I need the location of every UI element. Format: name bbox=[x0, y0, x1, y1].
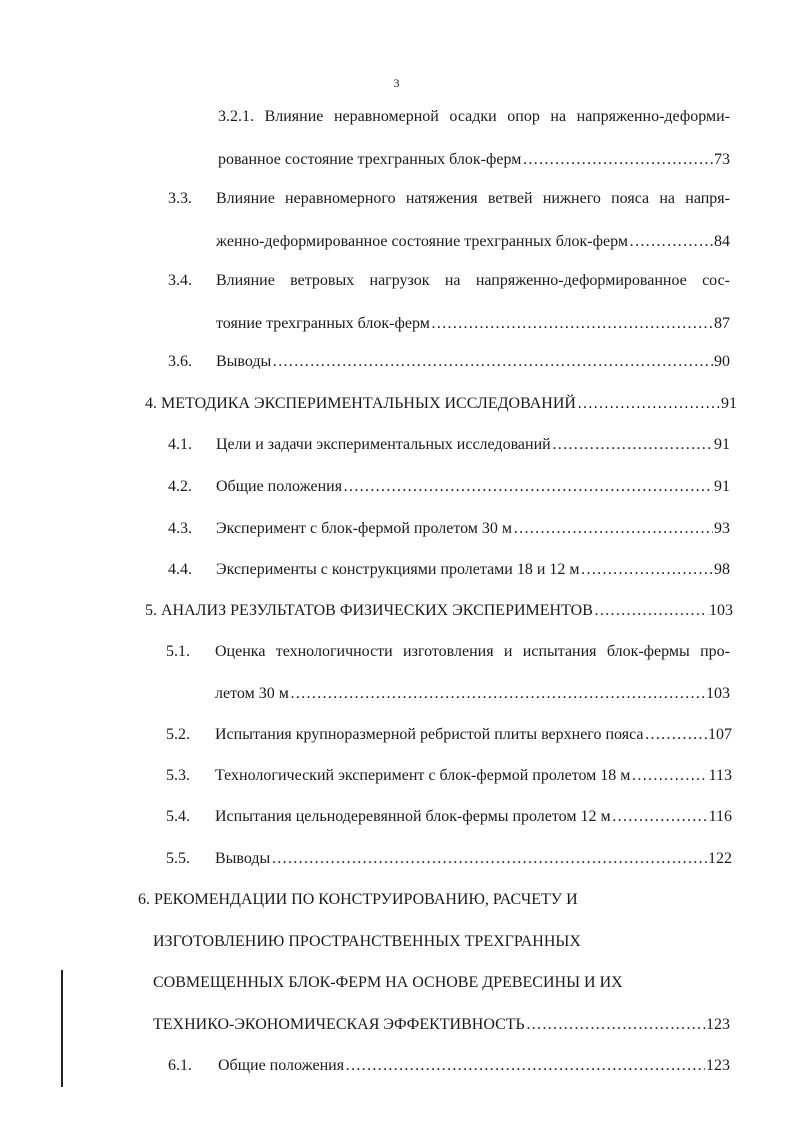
toc-page-number: 87 bbox=[714, 315, 730, 332]
dot-leader bbox=[272, 351, 713, 373]
toc-entry-3-3-line1: Влияние неравномерного натяжения ветвей нижнего пояса на напря- bbox=[216, 190, 730, 207]
toc-page-number: 84 bbox=[714, 233, 730, 250]
toc-entry-6-1 bbox=[218, 1055, 730, 1077]
toc-entry-4-2 bbox=[216, 476, 730, 498]
toc-page-number: 113 bbox=[708, 767, 732, 784]
toc-page-number: 98 bbox=[714, 561, 730, 578]
dot-leader bbox=[631, 765, 707, 787]
toc-chapter-4 bbox=[145, 393, 737, 415]
toc-page-number: 93 bbox=[714, 520, 730, 537]
dot-leader bbox=[513, 518, 713, 540]
toc-entry-title: Испытания цельнодеревянной блок-фермы пролетом 12 м bbox=[215, 808, 611, 825]
toc-chapter-6-line1: 6. РЕКОМЕНДАЦИИ ПО КОНСТРУИРОВАНИЮ, РАСЧЕТУ И bbox=[138, 891, 578, 908]
toc-entry-title: рованное состояние трехгранных блок-ферм bbox=[218, 151, 522, 168]
toc-entry-number: 4.2. bbox=[168, 478, 192, 495]
toc-chapter-6-line2: ИЗГОТОВЛЕНИЮ ПРОСТРАНСТВЕННЫХ ТРЕХГРАННЫХ bbox=[153, 933, 581, 950]
toc-entry-number: 5.1. bbox=[166, 643, 190, 660]
toc-entry-3-2-1-line2 bbox=[218, 149, 730, 171]
toc-chapter-title: 5. АНАЛИЗ РЕЗУЛЬТАТОВ ФИЗИЧЕСКИХ ЭКСПЕРИМЕНТОВ bbox=[145, 602, 593, 619]
toc-chapter-6-line3: СОВМЕЩЕННЫХ БЛОК-ФЕРМ НА ОСНОВЕ ДРЕВЕСИНЫ И ИХ bbox=[153, 974, 623, 991]
toc-entry-5-4 bbox=[215, 806, 732, 828]
toc-page-number: 103 bbox=[709, 602, 733, 619]
toc-page-number: 91 bbox=[714, 478, 730, 495]
toc-entry-number: 4.1. bbox=[168, 436, 192, 453]
toc-entry-number: 6.1. bbox=[168, 1057, 192, 1074]
toc-page-number: 73 bbox=[714, 151, 730, 168]
toc-entry-5-1-line2 bbox=[215, 683, 730, 705]
toc-entry-number: 5.2. bbox=[166, 726, 190, 743]
toc-page-number: 116 bbox=[708, 808, 732, 825]
toc-entry-5-3 bbox=[215, 765, 732, 787]
toc-page-number: 103 bbox=[706, 685, 730, 702]
toc-chapter-5 bbox=[145, 600, 733, 622]
dot-leader bbox=[526, 1014, 705, 1036]
dot-leader bbox=[577, 393, 720, 415]
dot-leader bbox=[290, 683, 705, 705]
toc-entry-title: тояние трехгранных блок-ферм bbox=[216, 315, 430, 332]
page-number: 3 bbox=[393, 76, 400, 90]
toc-entry-title: Общие положения bbox=[216, 478, 343, 495]
toc-entry-title: Испытания крупноразмерной ребристой плиты верхнего пояса bbox=[215, 726, 644, 743]
toc-entry-4-3 bbox=[216, 518, 730, 540]
toc-entry-3-4-line2 bbox=[216, 313, 730, 335]
dot-leader bbox=[629, 231, 713, 253]
dot-leader bbox=[271, 848, 707, 870]
dot-leader bbox=[345, 1055, 705, 1077]
toc-page-number: 122 bbox=[708, 850, 732, 867]
toc-entry-number: 3.4. bbox=[168, 272, 192, 289]
toc-entry-5-5 bbox=[215, 848, 732, 870]
toc-chapter-title: 4. МЕТОДИКА ЭКСПЕРИМЕНТАЛЬНЫХ ИССЛЕДОВАНИЙ bbox=[145, 395, 576, 412]
toc-entry-number: 5.3. bbox=[166, 767, 190, 784]
toc-entry-3-2-1-line1: 3.2.1. Влияние неравномерной осадки опор на напряженно-деформи- bbox=[218, 108, 730, 125]
dot-leader bbox=[644, 724, 707, 746]
toc-entry-number: 5.4. bbox=[166, 808, 190, 825]
toc-entry-4-4 bbox=[216, 559, 730, 581]
toc-entry-title: Эксперименты с конструкциями пролетами 18 и 12 м bbox=[216, 561, 580, 578]
dot-leader bbox=[612, 806, 708, 828]
toc-page-number: 107 bbox=[708, 726, 732, 743]
toc-entry-title: Технологический эксперимент с блок-фермой пролетом 18 м bbox=[215, 767, 631, 784]
margin-rule bbox=[61, 970, 63, 1087]
toc-entry-5-1-line1: Оценка технологичности изготовления и испытания блок-фермы про- bbox=[215, 643, 730, 660]
toc-entry-number: 5.5. bbox=[166, 850, 190, 867]
toc-entry-number: 4.4. bbox=[168, 561, 192, 578]
toc-entry-number: 3.3. bbox=[168, 190, 192, 207]
toc-entry-4-1 bbox=[216, 434, 730, 456]
toc-entry-3-6 bbox=[216, 351, 730, 373]
toc-entry-3-3-line2 bbox=[216, 231, 730, 253]
dot-leader bbox=[552, 434, 713, 456]
toc-entry-title: Эксперимент с блок-фермой пролетом 30 м bbox=[216, 520, 513, 537]
dot-leader bbox=[594, 600, 708, 622]
toc-entry-title: Цели и задачи экспериментальных исследований bbox=[216, 436, 551, 453]
toc-page-number: 90 bbox=[714, 353, 730, 370]
dot-leader bbox=[431, 313, 713, 335]
toc-page-number: 91 bbox=[714, 436, 730, 453]
toc-entry-title: Выводы bbox=[216, 353, 272, 370]
toc-entry-title: женно-деформированное состояние трехгранных блок-ферм bbox=[216, 233, 628, 250]
dot-leader bbox=[343, 476, 713, 498]
toc-chapter-title: ТЕХНИКО-ЭКОНОМИЧЕСКАЯ ЭФФЕКТИВНОСТЬ bbox=[153, 1016, 525, 1033]
toc-entry-title: Выводы bbox=[215, 850, 271, 867]
toc-chapter-6-line4 bbox=[153, 1014, 730, 1036]
toc-page-number: 91 bbox=[721, 395, 737, 412]
toc-entry-3-4-line1: Влияние ветровых нагрузок на напряженно-деформированное сос- bbox=[216, 272, 730, 289]
toc-entry-5-2 bbox=[215, 724, 732, 746]
toc-page-number: 123 bbox=[706, 1057, 730, 1074]
toc-entry-title: летом 30 м bbox=[215, 685, 289, 702]
toc-entry-number: 4.3. bbox=[168, 520, 192, 537]
toc-entry-title: Общие положения bbox=[218, 1057, 345, 1074]
toc-entry-number: 3.6. bbox=[168, 353, 192, 370]
dot-leader bbox=[522, 149, 713, 171]
dot-leader bbox=[581, 559, 713, 581]
toc-page-number: 123 bbox=[706, 1016, 730, 1033]
